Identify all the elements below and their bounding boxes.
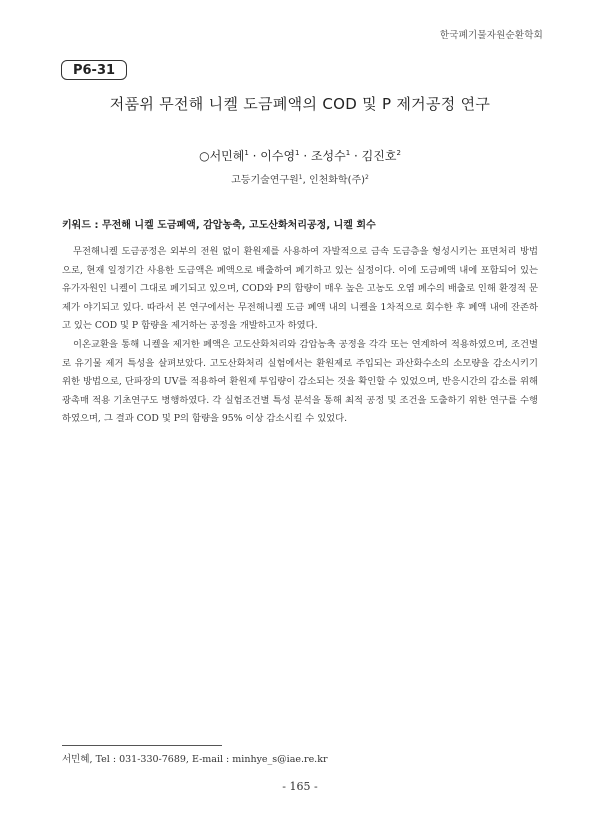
author-1: ○서민혜$^1$: [199, 149, 249, 163]
abstract-paragraph: 이온교환을 통해 니켈을 제거한 폐액은 고도산화처리와 감압농축 공정을 각각 또는 연계하여 적용하였으며, 조건별로 유기물 제거 특성을 살펴보았다. 고도산화처리 실험에서는 환원제로 주입되는 과산화수소의 소모량을 감소시키기 위한 방법으로, 단파장의 UV를 적용하여 환원제 투입량이 감소되는 것을 확인할 수 있었으며, 반응시간의 감소를 위해 광촉매 적용 기초연구도 병행하였다. 각 실험조건별 특성 분석을 통해 최적 공정 및 조건을 도출하기 위한 연구를 수행하였으며, 그 결과 COD 및 P의 함량을 95% 이상 감소시킬 수 있었다.: [62, 338, 539, 425]
paper-title: 저품위 무전해 니켈 도금폐액의 COD 및 P 제거공정 연구: [109, 95, 491, 113]
abstract-body: [62, 243, 538, 429]
author-list: [0, 147, 600, 164]
footnote-divider: [62, 745, 222, 746]
paper-code: P6-31: [72, 62, 116, 78]
author-4: 김진호$^2$: [361, 149, 401, 163]
author-separator: ·: [248, 149, 261, 163]
affiliation-2: 인천화학(주)$^2$: [308, 174, 369, 186]
affiliation-1: 고등기술연구원$^1$: [231, 174, 303, 186]
paper-code-badge: [61, 60, 127, 80]
affiliation-list: 고등기술연구원$^1$, 인천화학(주)$^2$: [231, 174, 369, 186]
page-number: - 165 -: [282, 780, 318, 793]
author-2: 이수영$^1$: [260, 149, 300, 163]
journal-header: 한국폐기물자원순환학회: [439, 30, 543, 41]
author-3: 조성수$^1$: [310, 149, 351, 163]
author-separator: ·: [350, 149, 362, 163]
keywords: 키워드 : 무전해 니켈 도금폐액, 감압농축, 고도산화처리공정, 니켈 회수: [62, 220, 376, 231]
abstract-paragraph: 무전해니켈 도금공정은 외부의 전원 없이 환원제를 사용하여 자발적으로 금속 도금층을 형성시키는 표면처리 방법으로, 현재 일정기간 사용한 도금액은 폐액으로 배출하여 폐기하고 있는 실정이다. 이에 도금폐액 내에 포함되어 있는 유가자원인 니켈이 그대로 폐기되고 있으며, COD와 P의 함량이 매우 높은 고농도 오염 폐수의 배출로 인해 환경적 문제가 야기되고 있다. 따라서 본 연구에서는 무전해니켈 도금 폐액 내의 니켈을 1차적으로 회수한 후 폐액 내에 잔존하고 있는 COD 및 P 함량을 제거하는 공정을 개발하고자 하였다.: [62, 246, 538, 332]
footnote-contact: 서민혜, Tel : 031-330-7689, E-mail : minhye_s@iae.re.kr: [62, 754, 328, 765]
author-separator: ·: [299, 149, 311, 163]
